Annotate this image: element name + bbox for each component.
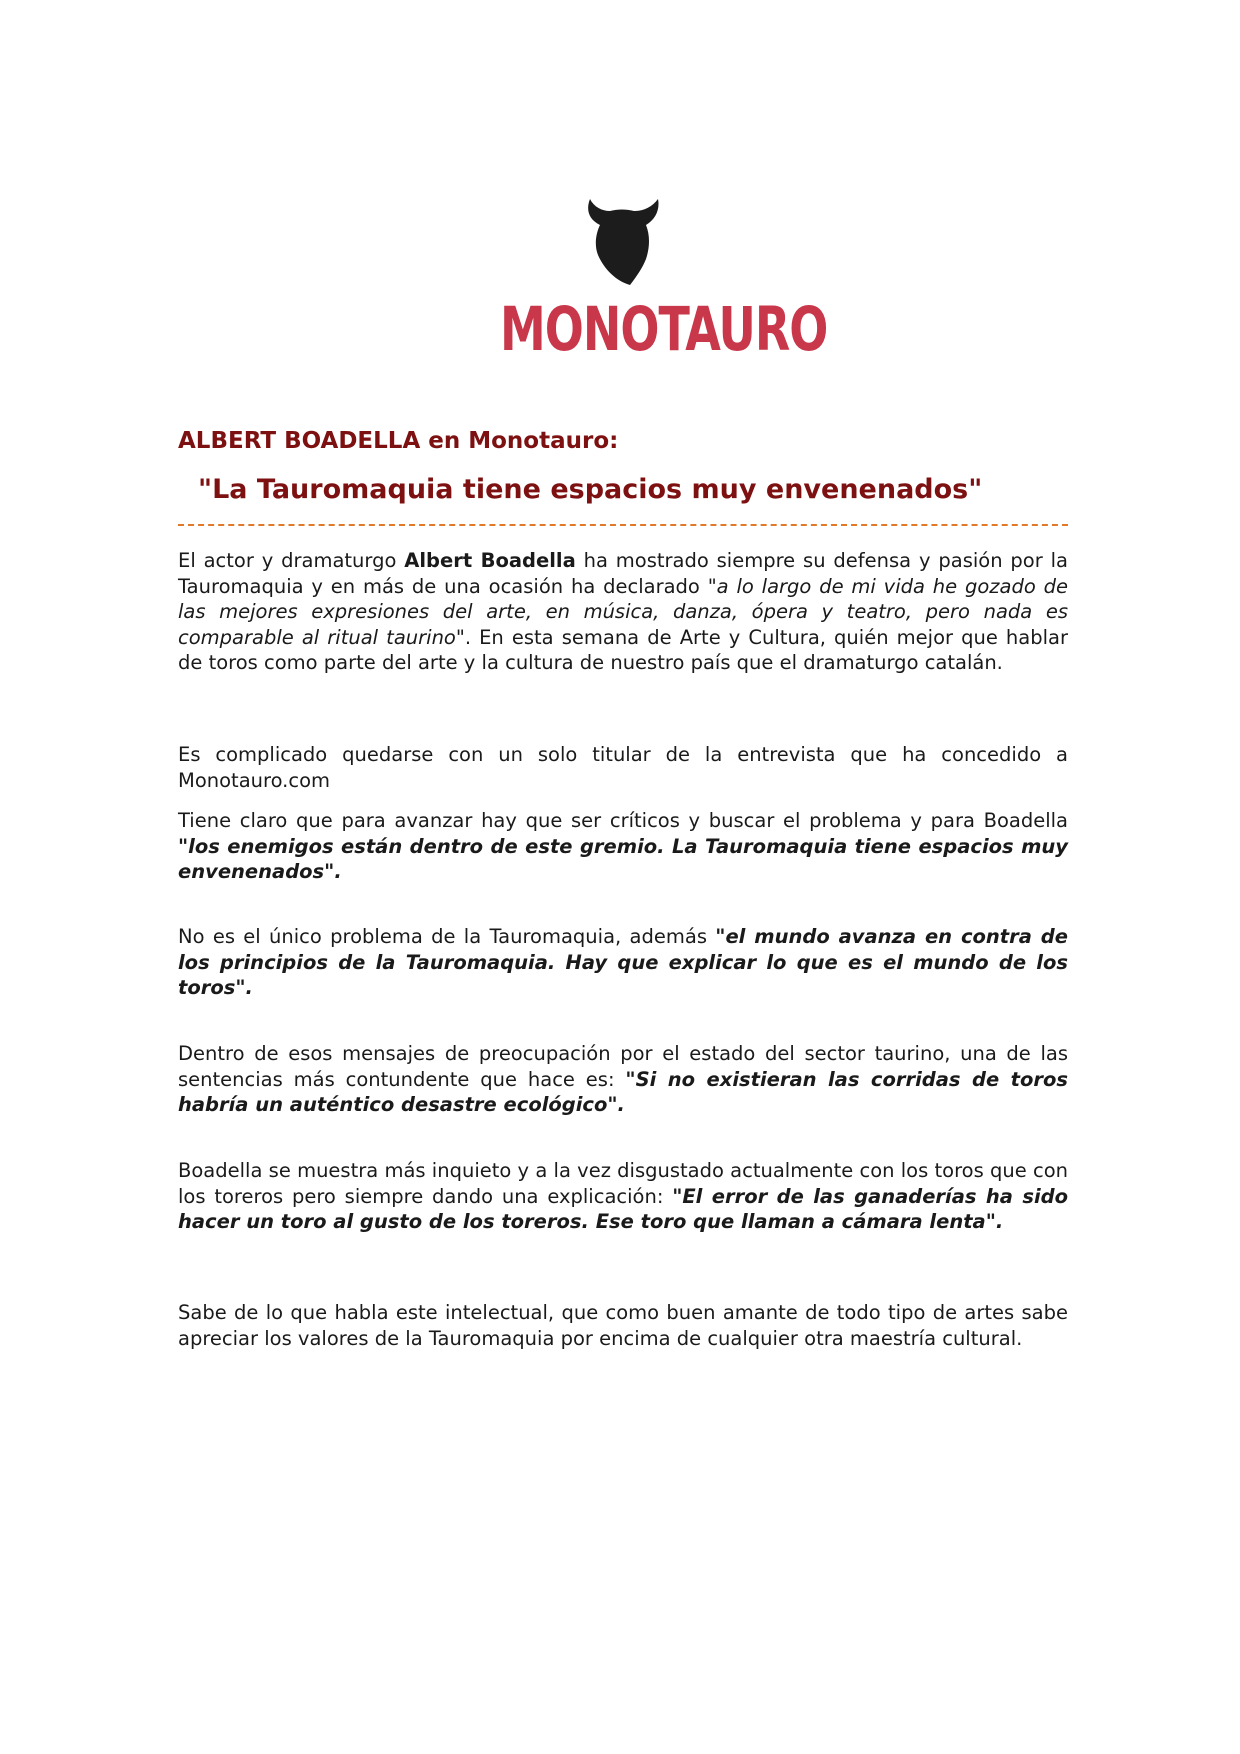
bull-head-icon [576, 195, 666, 287]
paragraph-world: No es el único problema de la Tauromaquia, además "el mundo avanza en contra de los principios de la Tauromaquia. Hay que explicar lo que es el mundo de los toros". [178, 925, 1068, 999]
paragraph-ecology: Dentro de esos mensajes de preocupación por el estado del sector taurino, una de las sentencias más contundente que hace es: "Si no existieran las corridas de toros habría un auténtico desastre ecológico". [178, 1042, 1068, 1116]
paragraph-critics: Tiene claro que para avanzar hay que ser críticos y buscar el problema y para Boadella "los enemigos están dentro de este gremio. La Tauromaquia tiene espacios muy envenenados". [178, 809, 1068, 883]
paragraph-closing: Sabe de lo que habla este intelectual, que como buen amante de todo tipo de artes sabe apreciar los valores de la Tauromaquia por encima de cualquier otra maestría cultural. [178, 1301, 1068, 1350]
quote: "a lo largo de mi vida he gozado de las mejores expresiones del arte, en música, danza, ópera y teatro, pero nada es comparable al ritual taurino" [178, 574, 1069, 649]
person-name: Albert Boadella [404, 549, 576, 572]
paragraph-interview: Es complicado quedarse con un solo titular de la entrevista que ha concedido a Monotauro.com [178, 743, 1068, 792]
monotauro-logo [500, 195, 828, 365]
logo-wordmark: MONOTAURO [500, 293, 828, 365]
quote: "El error de las ganaderías ha sido hacer un toro al gusto de los toreros. Ese toro que llaman a cámara lenta". [178, 1184, 1068, 1233]
paragraph-ganaderias: Boadella se muestra más inquieto y a la vez disgustado actualmente con los toros que con los toreros pero siempre dando una explicación: "El error de las ganaderías ha sido hacer un toro al gusto de los toreros. Ese toro que llaman a cámara lenta". [178, 1159, 1068, 1233]
quote: "el mundo avanza en contra de los principios de la Tauromaquia. Hay que explicar lo que es el mundo de los toros". [178, 925, 1068, 999]
paragraph-intro: El actor y dramaturgo Albert Boadella ha mostrado siempre su defensa y pasión por la Tauromaquia y en más de una ocasión ha declarado "a lo largo de mi vida he gozado de las mejores expresiones del arte, en música, danza, ópera y teatro, pero nada es comparable al ritual taurino". En esta semana de Arte y Cultura, quién mejor que hablar de toros como parte del arte y la cultura de nuestro país que el dramaturgo catalán. [178, 549, 1069, 674]
article-headline: "La Tauromaquia tiene espacios muy envenenados" [198, 474, 983, 505]
title-divider [178, 524, 1068, 526]
quote: "Si no existieran las corridas de toros habría un auténtico desastre ecológico". [178, 1067, 1068, 1116]
article-kicker: ALBERT BOADELLA en Monotauro: [178, 428, 619, 454]
quote: "los enemigos están dentro de este gremio. La Tauromaquia tiene espacios muy envenenados". [178, 834, 1068, 883]
